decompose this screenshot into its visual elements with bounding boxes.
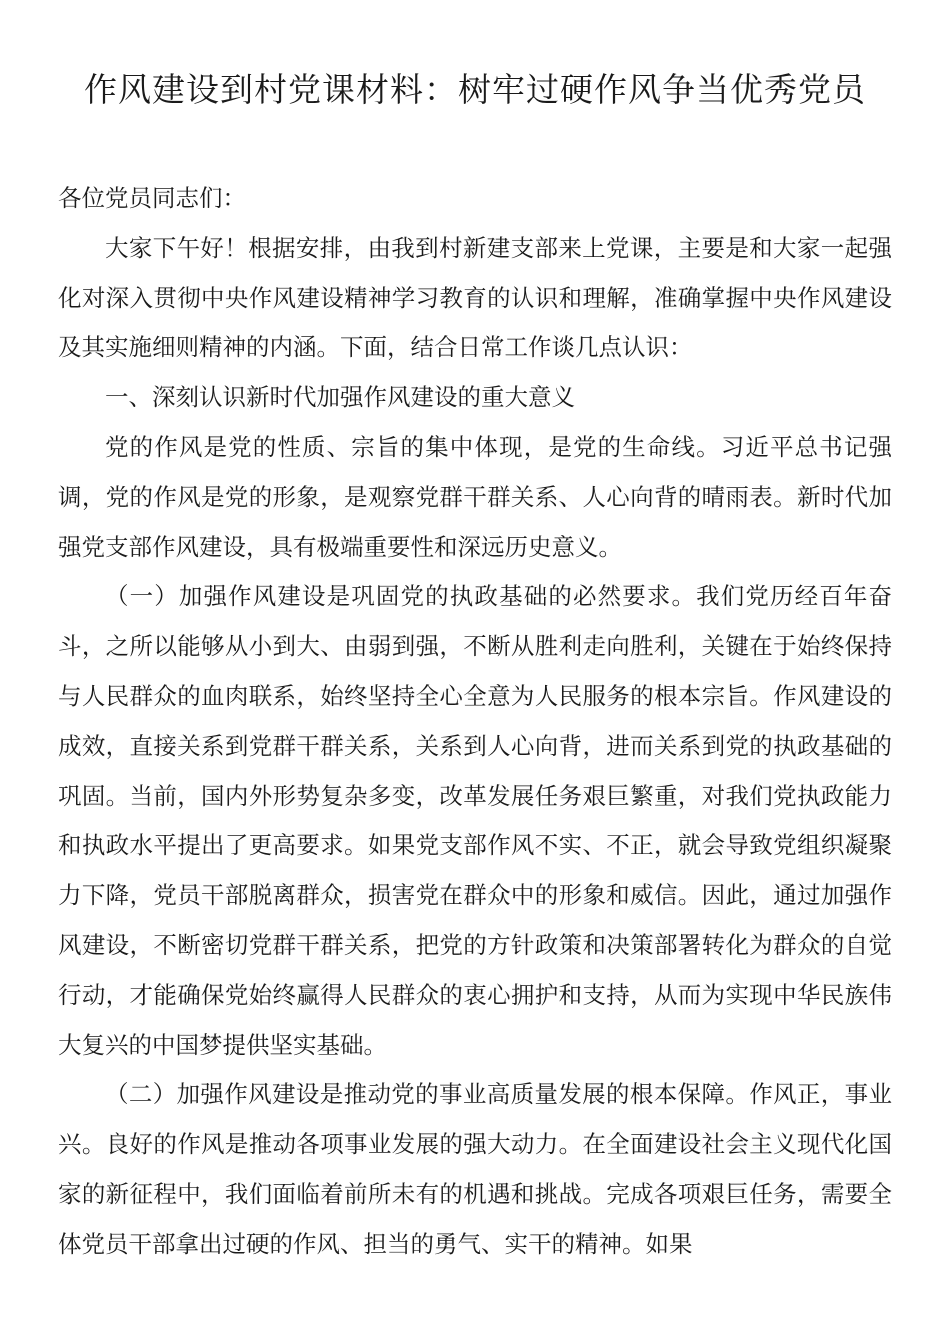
salutation: 各位党员同志们： — [58, 184, 246, 212]
document-body — [58, 174, 892, 1270]
document-title: 作风建设到村党课材料：树牢过硬作风争当优秀党员 — [84, 70, 866, 109]
section-heading: 一、深刻认识新时代加强作风建设的重大意义 — [105, 383, 575, 412]
paragraph-intro: 党的作风是党的性质、宗旨的集中体现，是党的生命线。习近平总书记强调，党的作风是党的形象，是观察党群干群关系、人心向背的晴雨表。新时代加强党支部作风建设，具有极端重要性和深远历史意义。 — [58, 432, 892, 561]
paragraph-point-two: （二）加强作风建设是推动党的事业高质量发展的根本保障。作风正，事业兴。良好的作风是推动各项事业发展的强大动力。在全面建设社会主义现代化国家的新征程中，我们面临着前所未有的机遇和挑战。完成各项艰巨任务，需要全体党员干部拿出过硬的作风、担当的勇气、实干的精神。如果 — [58, 1080, 892, 1258]
paragraph-opening: 大家下午好！根据安排，由我到村新建支部来上党课，主要是和大家一起强化对深入贯彻中央作风建设精神学习教育的认识和理解，准确掌握中央作风建设及其实施细则精神的内涵。下面，结合日常工作谈几点认识： — [58, 233, 892, 362]
paragraph-point-one: （一）加强作风建设是巩固党的执政基础的必然要求。我们党历经百年奋斗，之所以能够从小到大、由弱到强，不断从胜利走向胜利，关键在于始终保持与人民群众的血肉联系，始终坚持全心全意为人民服务的根本宗旨。作风建设的成效，直接关系到党群干群关系，关系到人心向背，进而关系到党的执政基础的巩固。当前，国内外形势复杂多变，改革发展任务艰巨繁重，对我们党执政能力和执政水平提出了更高要求。如果党支部作风不实、不正，就会导致党组织凝聚力下降，党员干部脱离群众，损害党在群众中的形象和威信。因此，通过加强作风建设，不断密切党群干群关系，把党的方针政策和决策部署转化为群众的自觉行动，才能确保党始终赢得人民群众的衷心拥护和支持，从而为实现中华民族伟大复兴的中国梦提供坚实基础。 — [58, 582, 892, 1059]
